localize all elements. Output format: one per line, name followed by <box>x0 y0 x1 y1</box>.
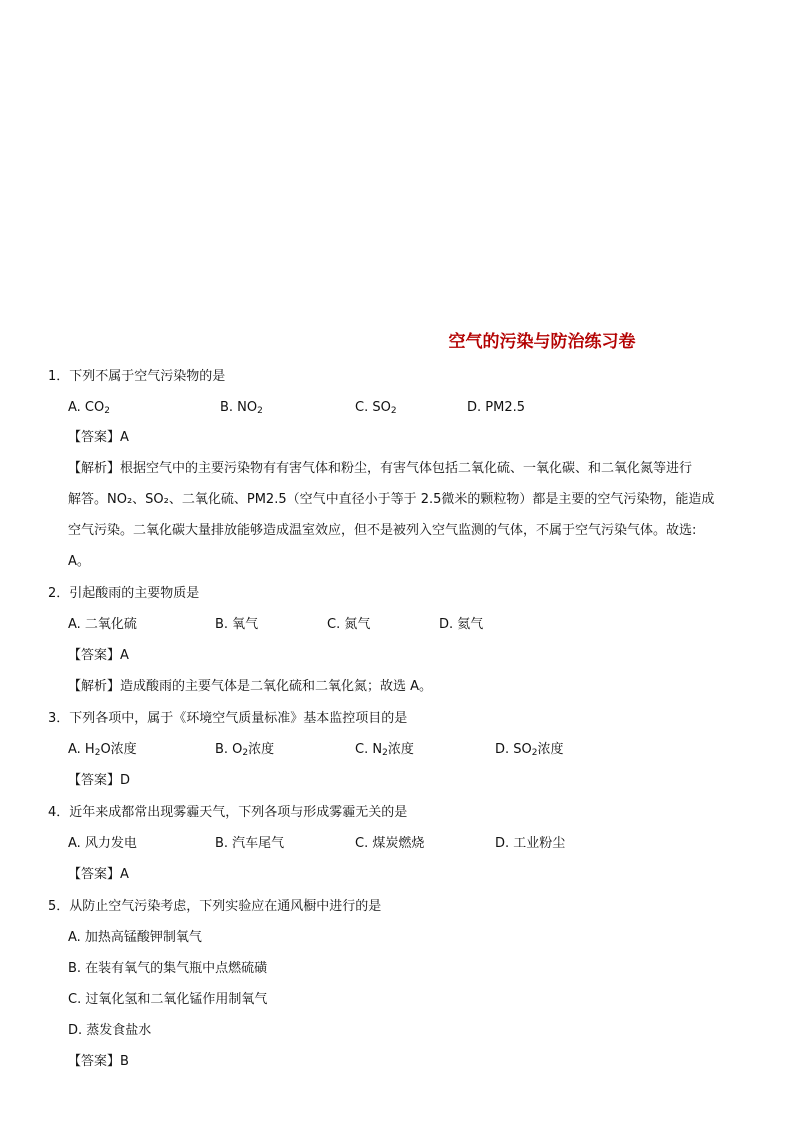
question-number: 4． <box>48 805 70 820</box>
question-4 <box>48 803 407 823</box>
answer-5 <box>68 1052 129 1072</box>
answer-label: 【答案】 <box>68 648 121 663</box>
option-c: C. $N_2$浓度 <box>355 742 414 758</box>
answer-label: 【答案】 <box>68 1054 121 1069</box>
answer-3 <box>68 771 130 791</box>
option-d: D. 工业粉尘 <box>495 836 566 851</box>
option-d: D. 氦气 <box>439 617 484 632</box>
answer-value: A <box>120 648 129 663</box>
question-1 <box>48 367 225 387</box>
question-2 <box>48 584 199 604</box>
answer-label: 【答案】 <box>68 867 121 882</box>
answer-label: 【答案】 <box>68 773 121 788</box>
question-stem: 从防止空气污染考虑，下列实验应在通风橱中进行的是 <box>69 899 382 914</box>
question-number: 3． <box>48 711 70 726</box>
question-stem: 近年来成都常出现雾霾天气，下列各项与形成雾霾无关的是 <box>69 805 408 820</box>
analysis-1-line-4: A。 <box>68 554 90 569</box>
option-d: D. PM2.5 <box>467 400 526 415</box>
option-c: C. 过氧化氢和二氧化锰作用制氧气 <box>68 992 268 1007</box>
question-number: 2． <box>48 586 70 601</box>
analysis-1-line-2: 解答。NO₂、SO₂、二氧化硫、PM2.5（空气中直径小于等于 2.5微米的颗粒物）都是主要的空气污染物，能造成 <box>68 492 715 507</box>
option-d: D. 蒸发食盐水 <box>68 1023 152 1038</box>
question-3 <box>48 709 407 729</box>
question-stem: 引起酸雨的主要物质是 <box>69 586 200 601</box>
option-b: B. $O_2$浓度 <box>215 742 275 758</box>
option-a: A. 二氧化硫 <box>68 617 137 632</box>
document-title: 空气的污染与防治练习卷 <box>448 332 636 352</box>
analysis-label: 【解析】 <box>68 679 121 694</box>
answer-value: A <box>120 867 129 882</box>
answer-1 <box>68 428 129 448</box>
answer-value: B <box>120 1054 129 1069</box>
question-5 <box>48 897 381 917</box>
option-b: B. 氧气 <box>215 617 259 632</box>
option-a: A. $H_2O$浓度 <box>68 742 137 758</box>
answer-value: D <box>120 773 131 788</box>
question-stem: 下列不属于空气污染物的是 <box>69 369 226 384</box>
analysis-1-line-1: 【解析】根据空气中的主要污染物有有害气体和粉尘，有害气体包括二氧化硫、一氧化碳、和二氧化氮等进行 <box>68 461 693 476</box>
answer-4 <box>68 865 129 885</box>
answer-value: A <box>120 430 129 445</box>
analysis-label: 【解析】 <box>68 461 121 476</box>
option-d: D. $SO_2$浓度 <box>495 742 564 758</box>
answer-2 <box>68 646 129 666</box>
analysis-1-line-3: 空气污染。二氧化碳大量排放能够造成温室效应，但不是被列入空气监测的气体，不属于空气污染气体。故选: <box>68 523 697 538</box>
question-number: 1． <box>48 369 70 384</box>
option-a: A. 加热高锰酸钾制氧气 <box>68 930 202 945</box>
question-number: 5． <box>48 899 70 914</box>
option-c: C. $SO_2$ <box>355 400 397 416</box>
option-a: A. $CO_2$ <box>68 400 110 416</box>
option-b: B. 汽车尾气 <box>215 836 285 851</box>
option-c: C. 煤炭燃烧 <box>355 836 425 851</box>
question-stem: 下列各项中，属于《环境空气质量标准》基本监控项目的是 <box>69 711 408 726</box>
analysis-2: 【解析】造成酸雨的主要气体是二氧化硫和二氧化氮；故选 A。 <box>68 679 433 694</box>
answer-label: 【答案】 <box>68 430 121 445</box>
option-c: C. 氮气 <box>327 617 371 632</box>
option-a: A. 风力发电 <box>68 836 137 851</box>
option-b: B. 在装有氧气的集气瓶中点燃硫磺 <box>68 961 268 976</box>
option-b: B. $NO_2$ <box>220 400 263 416</box>
